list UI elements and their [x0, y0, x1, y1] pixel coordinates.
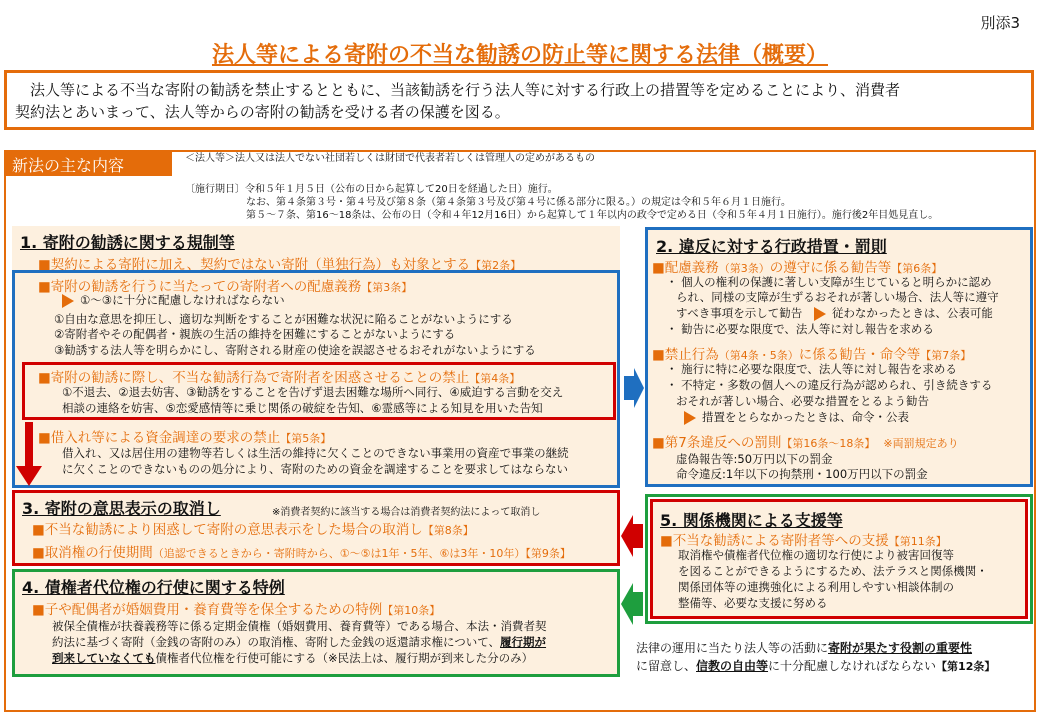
effective-date-note-2: なお、第４条第３号・第４号及び第８条（第４条第３号及び第４号に係る部分に限る。）の規定は令和５年６月１日施行。	[246, 197, 791, 208]
support-line-4: 整備等、必要な支援に努める	[678, 596, 828, 610]
advice-line-2: られ、同様の支障が生ずるおそれが著しい場合、法人等に遵守	[676, 290, 999, 304]
care-item-3: ③勧誘する法人等を明らかにし、寄附される財産の使途を誤認させるおそれがないようにする	[54, 343, 536, 357]
new-law-tab: 新法の主な内容	[4, 150, 172, 176]
advice-line-4: ・ 勧告に必要な限度で、法人等に対し報告を求める	[666, 322, 934, 336]
care-item-1: ①自由な意思を抑圧し、適切な判断をすることが困難な状況に陥ることがないようにする	[54, 312, 513, 326]
advice-line-3	[676, 306, 993, 321]
order-heading-mid: （第4条・5条）	[718, 349, 799, 362]
order-heading-tail: に係る勧告・命令等	[798, 347, 921, 363]
support-heading	[660, 529, 947, 549]
closing-line-2	[636, 658, 995, 675]
prohibition-ref: 【第4条】	[469, 372, 521, 385]
section-1-scope-text: ■契約による寄附に加え、契約ではない寄附（単独行為）も対象とする	[38, 257, 471, 273]
advice-line-3-tail: 従わなかったときは、公表可能	[831, 306, 993, 320]
prohibition-line-1: ①不退去、②退去妨害、③勧誘をすることを告げず退去困難な場所へ同行、④威迫する言動を交え	[62, 385, 564, 399]
closing-ref: 【第12条】	[936, 660, 996, 673]
subrogation-line-2	[52, 635, 546, 650]
section-3-title: 3. 寄附の意思表示の取消し	[22, 499, 221, 518]
page-title: 法人等による寄附の不当な勧誘の防止等に関する法律（概要）	[211, 43, 828, 68]
penalty-heading-text: ■第7条違反への罰則	[652, 435, 782, 451]
left-arrow-icon	[621, 583, 643, 625]
document-label: 別添3	[980, 14, 1020, 32]
prohibition-text: ■寄附の勧誘に際し、不当な勧誘行為で寄附者を困惑させることの禁止	[38, 370, 470, 386]
prohibition-heading	[38, 366, 520, 386]
rescission-period-ref: 【第9条】	[525, 547, 571, 560]
rescission-heading-text: ■不当な勧誘により困惑して寄附の意思表示をした場合の取消し	[32, 522, 423, 538]
care-intro-text: ①～③に十分に配慮しなければならない	[80, 293, 285, 307]
rescission-period-heading	[32, 541, 571, 561]
penalty-heading	[652, 431, 959, 451]
subrogation-line-2-text: 約法に基づく寄附（金銭の寄附のみ）の取消権、寄附した金銭の返還請求権について、	[52, 635, 501, 649]
advice-heading-ref: 【第6条】	[891, 262, 943, 275]
section-1-title: 1. 寄附の勧誘に関する規制等	[20, 233, 235, 252]
definition-note: ＜法人等＞法人又は法人でない社団若しくは財団で代表者若しくは管理人の定めがあるもの	[185, 153, 595, 164]
arrow-right-icon	[62, 294, 74, 308]
advice-heading-text: ■配慮義務	[652, 260, 719, 276]
advice-line-3-text: すべき事項を示して勧告	[676, 306, 803, 320]
effective-date-note-1: 〔施行期日〕令和５年１月５日（公布の日から起算して20日を経過した日）施行。	[185, 184, 558, 195]
subrogation-line-2-emph: 履行期が	[500, 635, 547, 649]
penalty-heading-ref: 【第16条～18条】	[781, 437, 876, 450]
care-intro	[62, 293, 285, 308]
arrow-right-icon	[814, 307, 826, 321]
support-line-3: 関係団体等の連携強化による利用しやすい相談体制の	[678, 580, 954, 594]
order-line-1: ・ 施行に特に必要な限度で、法人等に対し報告を求める	[666, 362, 957, 376]
down-arrow-icon	[16, 422, 42, 488]
support-heading-text: ■不当な勧誘による寄附者等への支援	[660, 533, 889, 549]
summary-box	[4, 70, 1034, 130]
subrogation-line-3-text: 債権者代位権を行使可能にする（※民法上は、履行期が到来した分のみ）	[155, 651, 534, 665]
care-item-2: ②寄附者やその配偶者・親族の生活の維持を困難にすることがないようにする	[54, 327, 456, 341]
care-duty-ref: 【第3条】	[361, 281, 413, 294]
section-1-scope-ref: 【第2条】	[470, 259, 522, 272]
subrogation-line-1: 被保全債権が扶養義務等に係る定期金債権（婚姻費用、養育費等）である場合、本法・消費者契	[52, 619, 547, 633]
loan-text: ■借入れ等による資金調達の要求の禁止	[38, 430, 281, 446]
order-line-4	[684, 410, 909, 425]
order-heading-ref: 【第7条】	[920, 349, 972, 362]
penalty-line-1: 虚偽報告等:50万円以下の罰金	[676, 452, 833, 466]
rescission-period-text: ■取消権の行使期間	[32, 545, 153, 561]
effective-date-note-3: 第５～７条、第16～18条は、公布の日（令和４年12月16日）から起算して１年以内の政令で定める日（令和５年４月１日施行）。施行後2年目処見直し。	[246, 210, 939, 221]
section-2-title: 2. 違反に対する行政措置・罰則	[656, 237, 887, 256]
support-heading-ref: 【第11条】	[888, 535, 947, 548]
loan-heading	[38, 426, 331, 446]
closing-line-1-text: 法律の運用に当たり法人等の活動に	[636, 641, 829, 655]
order-line-2: ・ 不特定・多数の個人への違反行為が認められ、引き続きする	[666, 378, 993, 392]
order-heading-text: ■禁止行為	[652, 347, 719, 363]
penalty-line-2: 命令違反:1年以下の拘禁刑・100万円以下の罰金	[676, 467, 928, 481]
subrogation-heading-text: ■子や配偶者が婚姻費用・養育費等を保全するための特例	[32, 602, 383, 618]
summary-line-1: 法人等による不当な寄附の勧誘を禁止するとともに、当該勧誘を行う法人等に対する行政上の措置等を定めることにより、消費者	[15, 81, 901, 99]
care-duty-heading	[38, 275, 412, 295]
right-arrow-icon	[624, 368, 644, 408]
prohibition-line-2: 相談の連絡を妨害、⑤恋愛感情等に乗じ関係の破綻を告知、⑥霊感等による知見を用いた告知	[62, 401, 543, 415]
subrogation-line-3	[52, 651, 533, 666]
summary-line-2: 契約法とあいまって、法人等からの寄附の勧誘を受ける者の保護を図る。	[15, 103, 510, 121]
loan-line-1: 借入れ、又は居住用の建物等若しくは生活の維持に欠くことのできない事業用の資産で事業の継続	[62, 446, 569, 460]
order-line-3: おそれが著しい場合、必要な措置をとるよう勧告	[676, 394, 929, 408]
closing-line-1	[636, 640, 972, 657]
left-arrow-icon	[621, 515, 643, 557]
advice-heading-tail: の遵守に係る勧告等	[769, 260, 892, 276]
subrogation-heading	[32, 598, 440, 618]
closing-line-2-text: に留意し、	[636, 659, 697, 673]
penalty-heading-note: ※両罰規定あり	[883, 437, 959, 450]
care-duty-text: ■寄附の勧誘を行うに当たっての寄附者への配慮義務	[38, 279, 362, 295]
subrogation-line-3-emph: 到来していなくても	[52, 651, 156, 665]
closing-line-2-emph: 信教の自由等	[696, 659, 769, 673]
advice-line-1: ・ 個人の権利の保護に著しい支障が生じていると明らかに認め	[666, 275, 992, 289]
order-line-4-text: 措置をとらなかったときは、命令・公表	[702, 410, 909, 424]
rescission-heading	[32, 518, 474, 538]
closing-line-1-emph: 寄附が果たす役割の重要性	[828, 641, 973, 655]
subrogation-heading-ref: 【第10条】	[382, 604, 441, 617]
rescission-period-mid: （追認できるときから・寄附時から、①～⑤は1年・5年、⑥は3年・10年）	[152, 547, 526, 560]
section-3-note: ※消費者契約に該当する場合は消費者契約法によって取消し	[272, 507, 541, 518]
arrow-right-icon	[684, 411, 696, 425]
section-5-title: 5. 関係機関による支援等	[660, 511, 843, 530]
loan-ref: 【第5条】	[280, 432, 332, 445]
rescission-heading-ref: 【第8条】	[422, 524, 474, 537]
order-heading	[652, 343, 971, 363]
advice-heading-mid: （第3条）	[718, 262, 770, 275]
loan-line-2: に欠くことのできないものの処分により、寄附のための資金を調達することを要求してはならない	[62, 462, 568, 476]
advice-heading	[652, 256, 942, 276]
section-4-title: 4. 債権者代位権の行使に関する特例	[22, 578, 285, 597]
support-line-1: 取消権や債権者代位権の適切な行使により被害回復等	[678, 548, 954, 562]
closing-line-2-tail: に十分配慮しなければならない	[768, 659, 937, 673]
support-line-2: を図ることができるようにするため、法テラスと関係機関・	[678, 564, 988, 578]
